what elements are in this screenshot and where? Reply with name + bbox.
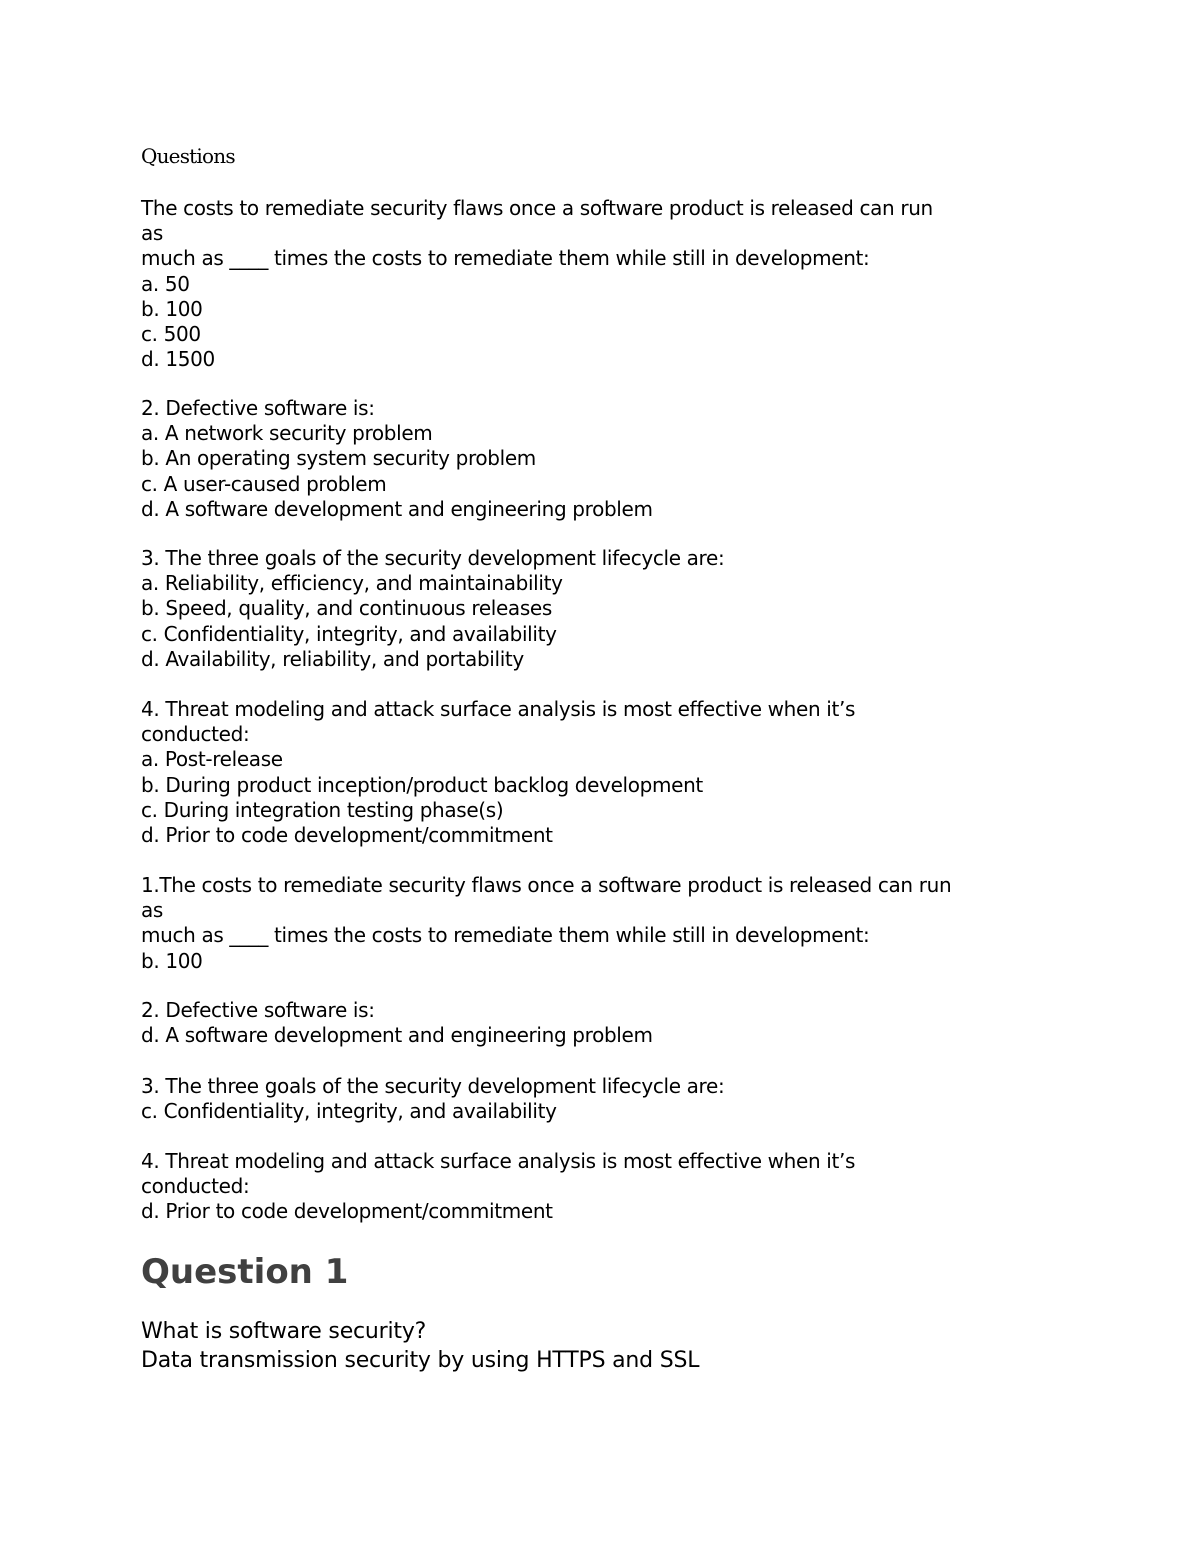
question-2-option-a: a. A network security problem <box>141 421 433 446</box>
question-block-4 <box>141 697 1061 848</box>
section-body <box>141 1318 1061 1375</box>
question-2-option-c: c. A user-caused problem <box>141 471 387 496</box>
answer-2-line: 2. Defective software is: <box>141 998 375 1022</box>
question-1-option-c: c. 500 <box>141 321 201 346</box>
question-block-3 <box>141 546 1061 672</box>
question-4-option-b: b. During product inception/product backlog development <box>141 772 703 797</box>
answer-1-line: as <box>141 898 163 923</box>
question-3-option-b: b. Speed, quality, and continuous releases <box>141 596 552 621</box>
question-1-option-a: a. 50 <box>141 271 190 296</box>
answer-1-line: 1.The costs to remediate security flaws once a software product is released can run <box>141 873 952 897</box>
question-1-line: much as ____ times the costs to remediate them while still in development: <box>141 246 870 271</box>
question-block-2 <box>141 396 1061 522</box>
answer-4-choice: d. Prior to code development/commitment <box>141 1199 553 1224</box>
question-2-option-d: d. A software development and engineering problem <box>141 496 653 521</box>
question-1-line: as <box>141 221 163 246</box>
question-1-option-d: d. 1500 <box>141 347 215 372</box>
answer-4-line: 4. Threat modeling and attack surface analysis is most effective when it’s <box>141 1149 856 1173</box>
section-answer: Data transmission security by using HTTPS and SSL <box>141 1347 700 1373</box>
answer-4-line: conducted: <box>141 1174 250 1199</box>
answer-block-2 <box>141 998 1061 1048</box>
question-4-line: conducted: <box>141 722 250 747</box>
question-4-option-a: a. Post-release <box>141 747 283 772</box>
question-2-option-b: b. An operating system security problem <box>141 446 536 471</box>
question-4-option-d: d. Prior to code development/commitment <box>141 822 553 847</box>
section-heading: Question 1 <box>141 1252 349 1292</box>
answer-1-line: much as ____ times the costs to remediate them while still in development: <box>141 923 870 948</box>
answer-3-line: 3. The three goals of the security development lifecycle are: <box>141 1074 725 1098</box>
question-1-option-b: b. 100 <box>141 296 203 321</box>
section-question: What is software security? <box>141 1319 427 1344</box>
question-1-line: The costs to remediate security flaws once a software product is released can run <box>141 196 933 220</box>
question-4-line: 4. Threat modeling and attack surface analysis is most effective when it’s <box>141 697 856 721</box>
question-3-option-a: a. Reliability, efficiency, and maintainability <box>141 571 563 596</box>
question-3-option-d: d. Availability, reliability, and portability <box>141 646 524 671</box>
question-4-option-c: c. During integration testing phase(s) <box>141 797 504 822</box>
question-3-line: 3. The three goals of the security development lifecycle are: <box>141 546 725 570</box>
question-2-line: 2. Defective software is: <box>141 396 375 420</box>
answer-block-1 <box>141 873 1061 974</box>
question-3-option-c: c. Confidentiality, integrity, and availability <box>141 621 557 646</box>
question-block-1 <box>141 196 1061 372</box>
answer-block-4 <box>141 1149 1061 1225</box>
answer-1-choice: b. 100 <box>141 948 203 973</box>
answer-3-choice: c. Confidentiality, integrity, and availability <box>141 1099 557 1124</box>
answer-block-3 <box>141 1074 1061 1124</box>
answer-2-choice: d. A software development and engineering problem <box>141 1023 653 1048</box>
document-title: Questions <box>141 144 235 168</box>
